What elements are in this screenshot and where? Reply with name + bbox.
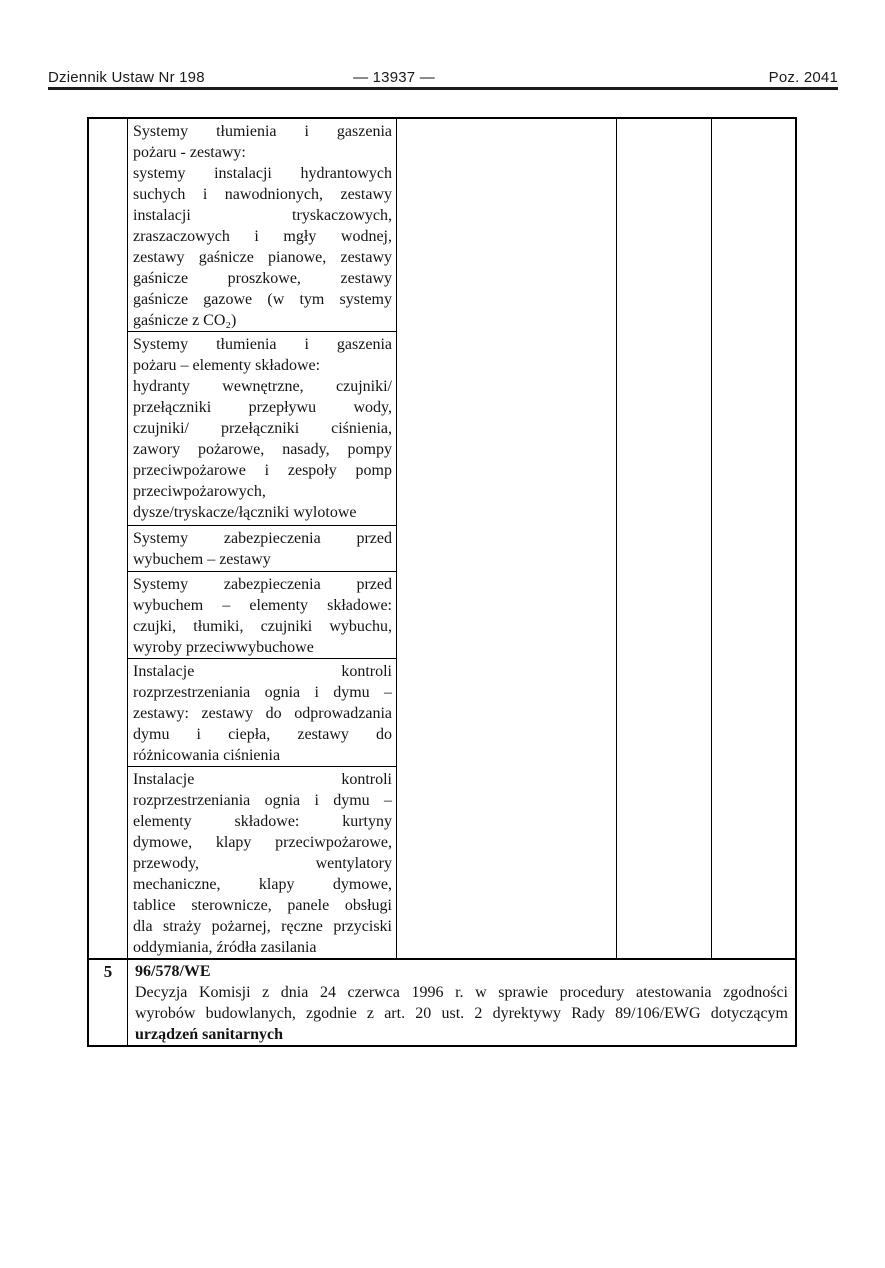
text-line: Systemy zabezpieczenia przed [133, 576, 392, 593]
cell-fire-suppression-kits [128, 119, 396, 332]
text-line: Decyzja Komisji z dnia 24 czerwca 1996 r. w sprawie procedury atestowania zgodności [135, 984, 788, 1001]
position-number: Poz. 2041 [768, 69, 838, 86]
cell-fire-smoke-control-kits [128, 659, 396, 767]
text-line: przełączniki przepływu wody, [133, 399, 392, 416]
text-line: wybuchem – zestawy [133, 551, 271, 568]
text-line: dla straży pożarnej, ręczne przyciski [133, 918, 392, 935]
text-line: hydranty wewnętrzne, czujniki/ [133, 378, 392, 395]
cell-fire-smoke-control-components [128, 767, 396, 958]
text-line: czujniki/ przełączniki ciśnienia, [133, 420, 392, 437]
text-line: zestawy: zestawy do odprowadzania [133, 705, 392, 722]
text-line: dysze/tryskacze/łączniki wylotowe [133, 504, 357, 521]
text-line: zestawy gaśnicze pianowe, zestawy [133, 249, 392, 266]
text-line: Instalacje kontroli [133, 771, 392, 788]
text-line: systemy instalacji hydrantowych [133, 165, 392, 182]
text-line: gaśnicze gazowe (w tym systemy [133, 291, 392, 308]
cell-explosion-protection-kits [128, 526, 396, 572]
text-line: instalacji tryskaczowych, [133, 207, 392, 224]
text-line: suchych i nawodnionych, zestawy [133, 186, 392, 203]
text-line: zawory pożarowe, nasady, pompy [133, 441, 392, 458]
text-line: mechaniczne, klapy dymowe, [133, 876, 392, 893]
text-line: zraszaczowych i mgły wodnej, [133, 228, 392, 245]
table-upper-section [89, 119, 795, 960]
text-line: gaśnicze proszkowe, zestawy [133, 270, 392, 287]
text-line: przeciwpożarowych, [133, 483, 266, 500]
text-line: wybuchem – elementy składowe: [133, 597, 392, 614]
text-line: Systemy tłumienia i gaszenia [133, 123, 392, 140]
empty-column-3 [712, 119, 795, 958]
text-line: różnicowania ciśnienia [133, 747, 281, 764]
text-line: gaśnicze z CO₂) [133, 312, 237, 329]
text-line: Systemy tłumienia i gaszenia [133, 336, 392, 353]
text-line: dymu i ciepła, zestawy do [133, 726, 392, 743]
text-line: przewody, wentylatory [133, 855, 392, 872]
table-row-5 [89, 960, 795, 1045]
text-line: Instalacje kontroli [133, 663, 392, 680]
text-line: rozprzestrzeniania ognia i dymu – [133, 684, 392, 701]
cell-explosion-protection-components [128, 572, 396, 659]
text-line: przeciwpożarowe i zespoły pomp [133, 462, 392, 479]
text-line: wyroby przeciwwybuchowe [133, 639, 314, 656]
text-line: rozprzestrzeniania ognia i dymu – [133, 792, 392, 809]
text-line: elementy składowe: kurtyny [133, 813, 392, 830]
row-number-column-empty [89, 119, 128, 958]
cell-fire-suppression-components [128, 332, 396, 526]
text-line: pożaru - zestawy: [133, 144, 246, 161]
row-number: 5 [89, 960, 128, 1045]
text-line: Systemy zabezpieczenia przed [133, 530, 392, 547]
text-line: czujki, tłumiki, czujniki wybuchu, [133, 618, 392, 635]
text-line: pożaru – elementy składowe: [133, 357, 321, 374]
empty-column-1 [397, 119, 617, 958]
page-number: — 13937 — [353, 69, 435, 86]
text-line: oddymiania, źródła zasilania [133, 939, 317, 956]
text-line: urządzeń sanitarnych [135, 1026, 283, 1043]
regulations-table [87, 117, 797, 1047]
text-line: dymowe, klapy przeciwpożarowe, [133, 834, 392, 851]
text-line: 96/578/WE [135, 963, 211, 980]
journal-title: Dziennik Ustaw Nr 198 [48, 69, 205, 86]
text-line: wyrobów budowlanych, zgodnie z art. 20 ust. 2 dyrektywy Rady 89/106/EWG dotyczącym [135, 1005, 788, 1022]
description-column [128, 119, 397, 958]
cell-decision-96-578-WE [128, 960, 795, 1045]
empty-column-2 [617, 119, 712, 958]
header-rule [48, 87, 838, 90]
text-line: tablice sterownicze, panele obsługi [133, 897, 392, 914]
